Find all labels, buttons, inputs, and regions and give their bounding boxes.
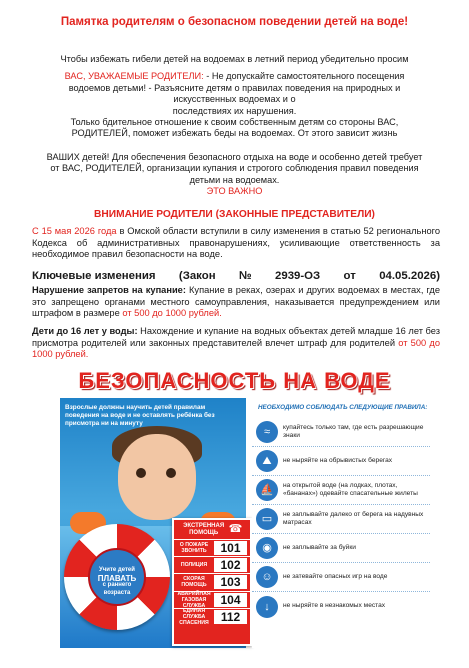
emergency-heading	[174, 520, 250, 540]
key-changes-word: 04.05.2026)	[379, 270, 440, 282]
law-date: С 15 мая 2026 года	[32, 226, 117, 236]
boat-icon: ⛵	[256, 479, 278, 501]
phone-icon: ☎	[228, 523, 243, 535]
rule-text: купайтесь только там, где есть разрешающие знаки	[283, 423, 424, 439]
rules-heading: НЕОБХОДИМО СОБЛЮДАТЬ СЛЕДУЮЩИЕ ПРАВИЛА:	[258, 404, 428, 411]
phone-number: 101	[214, 541, 247, 555]
rule-text: не заплывайте за буйки	[283, 543, 356, 551]
rule-item	[252, 563, 430, 592]
key-changes-word: от	[343, 270, 356, 282]
intro-address: ВАС, УВАЖАЕМЫЕ РОДИТЕЛИ:	[64, 71, 204, 82]
rule-item	[252, 447, 430, 476]
intro-line: РОДИТЕЛЕЙ, поможет избежать беды на водоемах. От этого зависит жизнь	[71, 128, 398, 139]
law-paragraph	[32, 226, 440, 261]
poster-caption: Взрослые должны научить детей правилам поведения на воде и не оставлять ребёнка без присмотра ни на минуту	[65, 404, 215, 427]
intro-line: Чтобы избежать гибели детей на водоемах в летний период убедительно просим	[60, 54, 409, 64]
lifebuoy-line: Учите детей	[99, 567, 135, 573]
intro-line: искусственных водоемах и о	[173, 94, 296, 105]
emergency-title: ЭКСТРЕННАЯ ПОМОЩЬ	[183, 522, 225, 536]
mattress-icon: ▭	[256, 508, 278, 530]
child-eye-shape	[136, 468, 146, 478]
key-changes-word: Ключевые изменения	[32, 270, 156, 282]
phone-label: ЕДИНАЯ СЛУЖБА СПАСЕНИЯ	[179, 608, 209, 627]
rule-text: не ныряйте в незнакомых местах	[283, 602, 386, 610]
games-icon: ☺	[256, 566, 278, 588]
intro-line-rest: - Не допускайте самостоятельного посещения	[203, 71, 405, 82]
intro-line: ВАШИХ детей! Для обеспечения безопасного отдыха на воде и особенно детей требует	[46, 151, 423, 162]
phone-number: 112	[214, 610, 247, 624]
intro-line: Только бдительное отношение к своим собственным детям со стороны ВАС,	[70, 117, 399, 128]
lifebuoy-line: ПЛАВАТЬ	[97, 573, 137, 583]
phone-number: 104	[214, 593, 247, 607]
phone-row	[174, 557, 250, 574]
poster-banner: БЕЗОПАСНОСТЬ НА ВОДЕ	[78, 368, 391, 393]
safety-poster	[60, 398, 430, 648]
key-changes-word: 2939-ОЗ	[275, 270, 321, 282]
violation-paragraph	[32, 285, 440, 320]
phone-number: 102	[214, 558, 247, 572]
key-changes-heading	[32, 270, 440, 282]
phone-label: О ПОЖАРЕ ЗВОНИТЬ	[179, 542, 209, 555]
violation-text: Купание в реках, озерах и других водоемах в местах, где это запрещено органами местного самоуправления, наказывается предупреждением или штрафом в размере	[32, 285, 441, 319]
intro-line: детьми на водоемах.	[189, 174, 280, 185]
rules-panel	[252, 398, 430, 648]
phone-label: СКОРАЯ ПОМОЩЬ	[181, 576, 207, 589]
children-label: Дети до 16 лет у воды:	[32, 326, 138, 336]
rule-item	[252, 418, 430, 447]
rule-text: не ныряйте на обрывистых берегах	[283, 456, 393, 464]
lifebuoy-line: с раннего возраста	[102, 582, 132, 596]
intro-text	[20, 54, 449, 197]
rule-item	[252, 476, 430, 505]
rule-text: не заплывайте далеко от берега на надувных матрасах	[283, 510, 424, 526]
child-face-shape	[118, 434, 196, 520]
lifebuoy-text	[90, 567, 144, 597]
children-paragraph	[32, 326, 440, 361]
phone-label: ПОЛИЦИЯ	[180, 562, 208, 569]
key-changes-word: №	[238, 270, 252, 282]
buoy-icon: ◉	[256, 537, 278, 559]
rule-item	[252, 505, 430, 534]
law-text: в Омской области вступили в силу изменения в статью 52 регионального Кодекса об административных правонарушениях, усиливающие ответственность за необходимое правил безопасности на воде.	[32, 226, 441, 260]
phone-row	[174, 540, 250, 557]
intro-line: последствиях их нарушения.	[172, 105, 297, 116]
violation-fine: от 500 до 1000 рублей.	[122, 308, 222, 319]
cliff-icon: ⛰	[256, 450, 278, 472]
attention-heading: ВНИМАНИЕ РОДИТЕЛИ (ЗАКОННЫЕ ПРЕДСТАВИТЕЛИ)	[94, 209, 375, 220]
intro-line: от ВАС, РОДИТЕЛЕЙ, организации купания и строгого соблюдения правил поведения	[50, 163, 419, 174]
phone-row	[174, 609, 250, 626]
rule-item	[252, 534, 430, 563]
page-title: Памятка родителям о безопасном поведении детей на воде!	[60, 16, 409, 28]
phone-row	[174, 592, 250, 609]
rule-text: не затевайте опасных игр на воде	[283, 572, 388, 580]
intro-line	[20, 71, 449, 82]
lifebuoy-icon	[64, 524, 170, 630]
rule-text: на открытой воде (на лодках, плотах, «бананах») одевайте спасательные жилеты	[283, 481, 418, 497]
children-fine: от 500 до 1000 рублей.	[32, 337, 440, 360]
phone-label: АВАРИЙНАЯ ГАЗОВАЯ СЛУЖБА	[177, 590, 211, 609]
child-eye-shape	[166, 468, 176, 478]
lifebuoy-center	[88, 548, 146, 606]
violation-label: Нарушение запретов на купание:	[32, 285, 186, 295]
important-note: ЭТО ВАЖНО	[206, 186, 263, 197]
phone-number: 103	[214, 575, 247, 589]
key-changes-word: (Закон	[178, 270, 216, 282]
dive-icon: ↓	[256, 596, 278, 618]
emergency-phones	[172, 518, 252, 646]
intro-line: водоемов детьми! - Разъясните детям о правилах поведения на природных и	[68, 82, 401, 93]
phone-row	[174, 574, 250, 591]
swimmer-icon: ≈	[256, 421, 278, 443]
children-text: Нахождение и купание на водных объектах детей младше 16 лет без присмотра родителей или законных представителей влечет штраф для родителей	[32, 326, 440, 348]
rule-item	[252, 592, 430, 621]
